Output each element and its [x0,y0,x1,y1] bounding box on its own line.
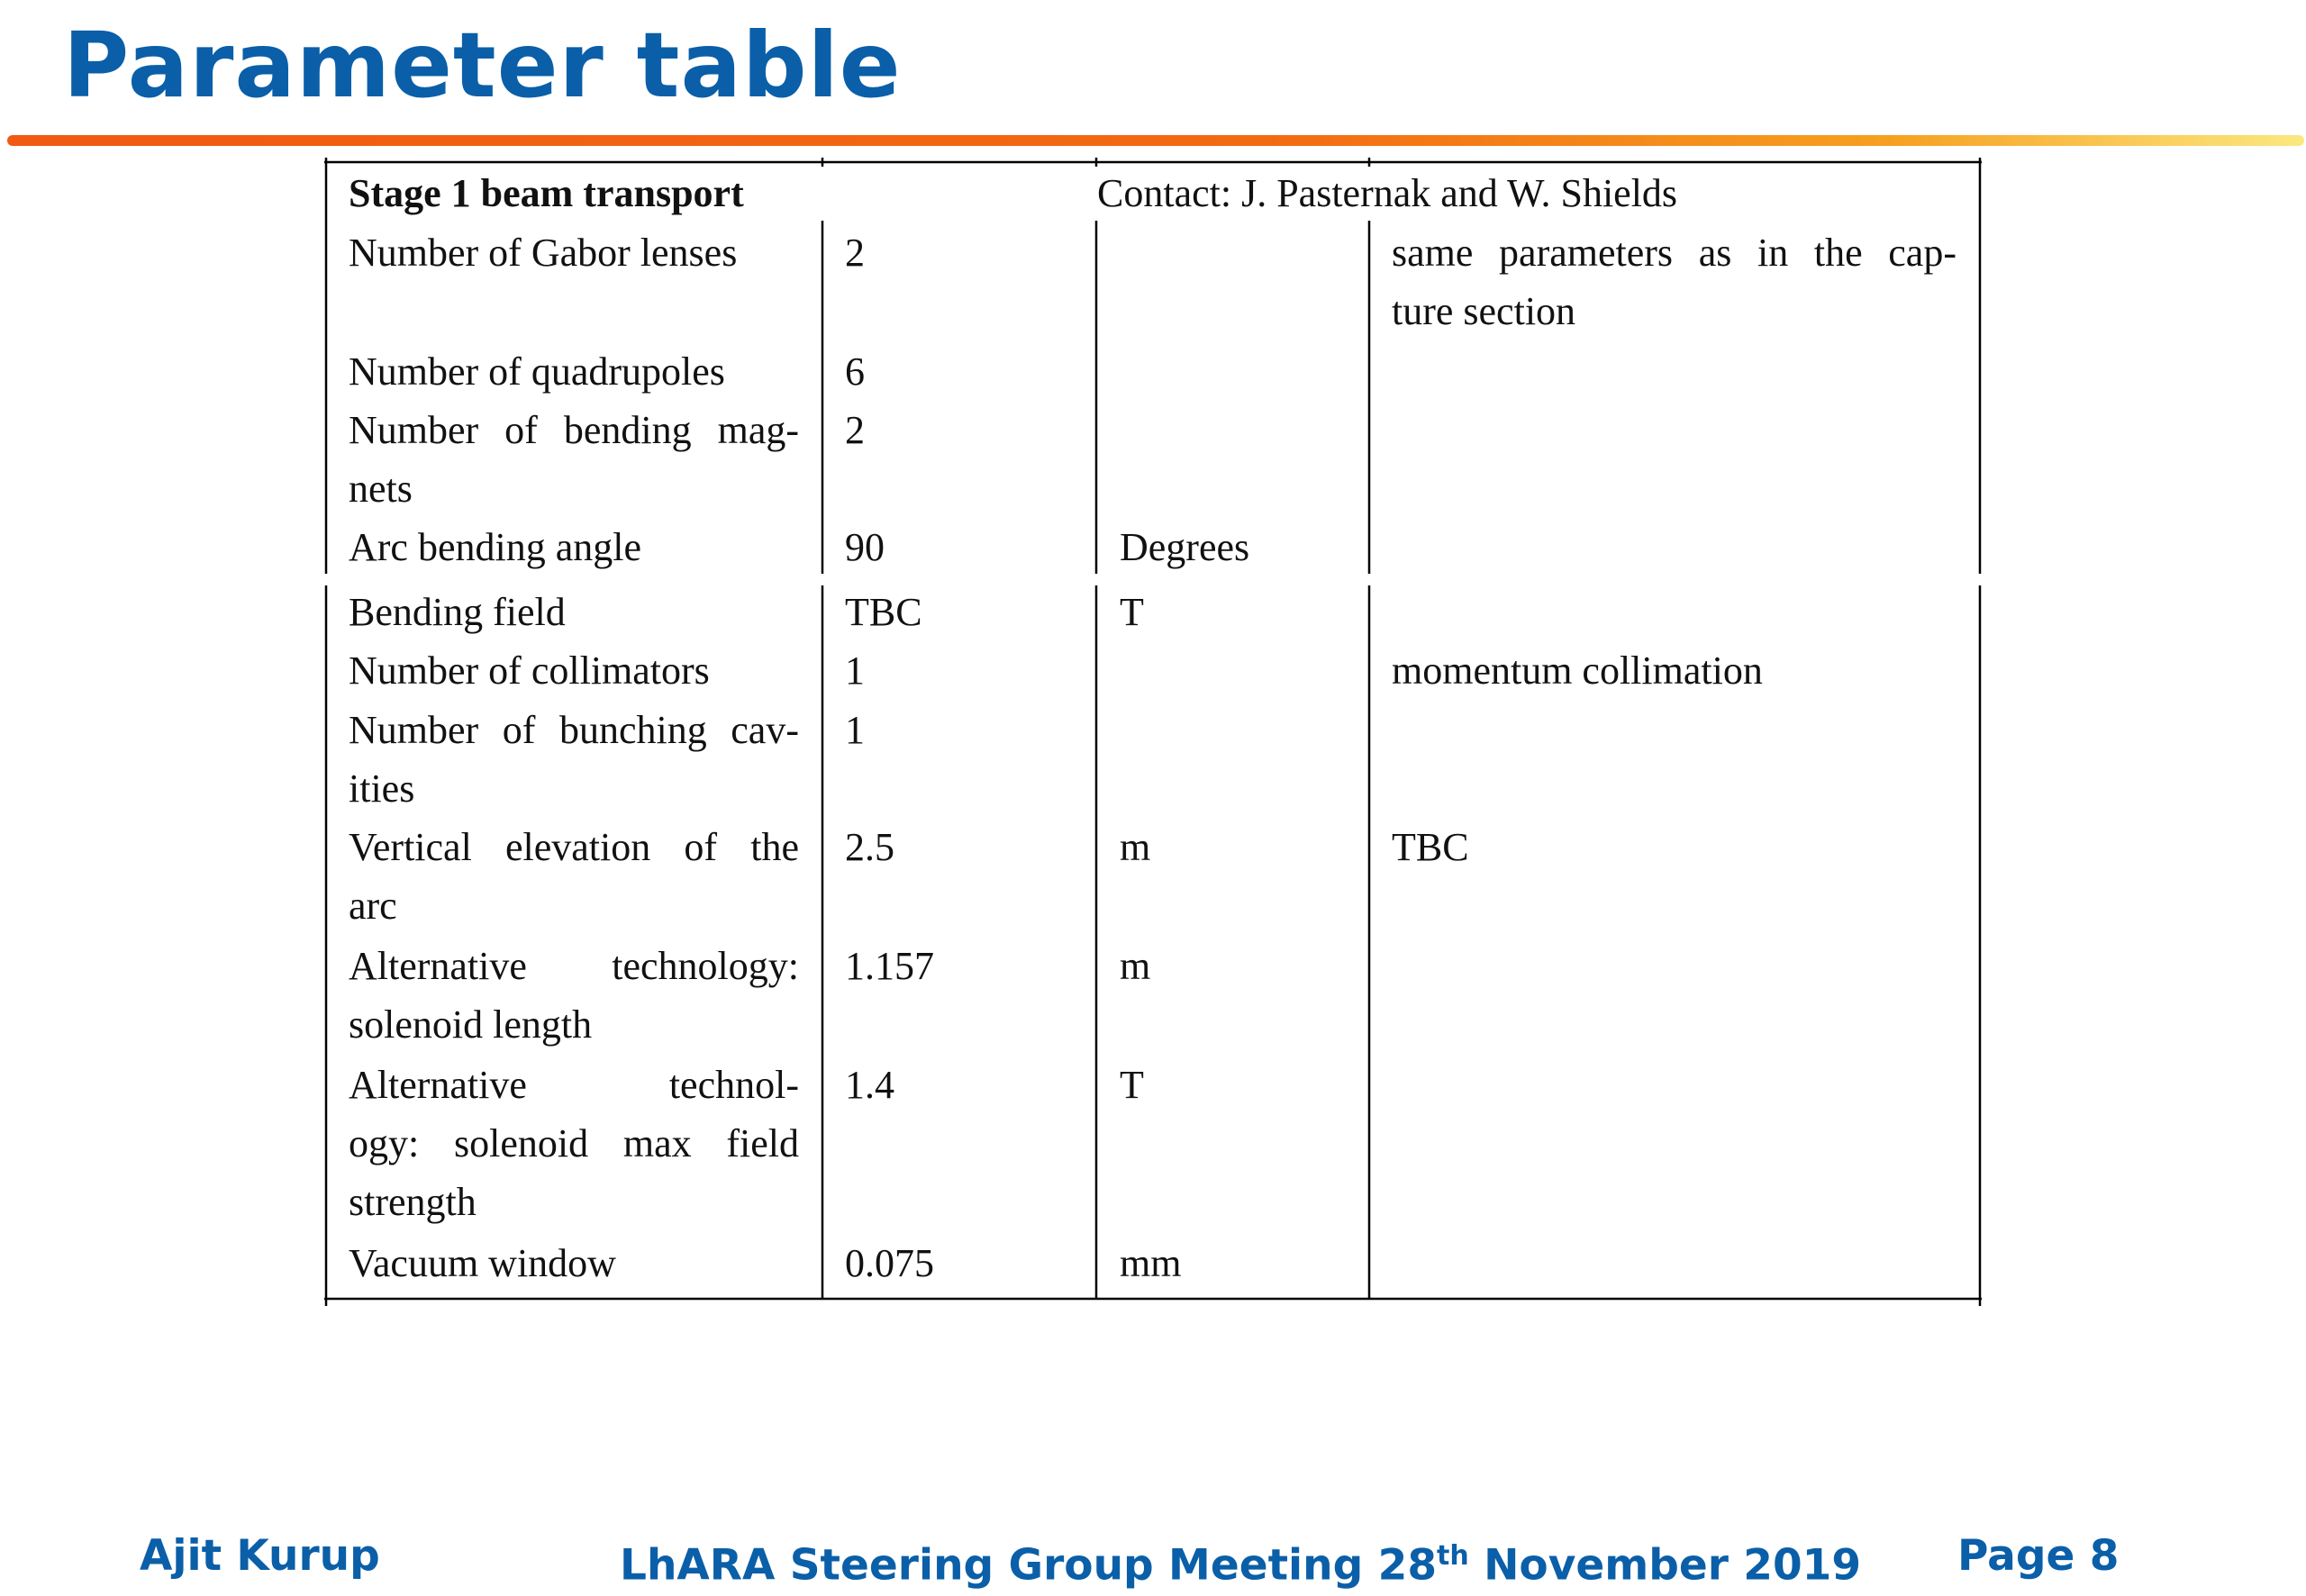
footer-author: Ajit Kurup [140,1531,380,1581]
row-unit: T [1120,1063,1144,1107]
row-notes-line: momentum collimation [1392,648,1763,693]
footer-meeting [620,1529,1861,1593]
parameter-table [324,158,1982,1306]
row-value: 1 [845,648,865,693]
row-parameter-line: Arc bending angle [349,525,641,569]
row-unit: Degrees [1120,525,1250,569]
row-parameter-line: Vertical elevation of the [349,825,799,869]
row-parameter-line: Number of bending mag- [349,408,799,452]
row-notes-line: ture section [1392,289,1576,333]
row-parameter-line: Alternative technology: [349,944,799,988]
title-underline [7,135,2304,146]
row-value: 2 [845,231,865,275]
row-value: 0.075 [845,1241,934,1285]
row-notes-line: TBC [1392,825,1469,869]
row-value: 1 [845,708,865,752]
row-parameter-line: solenoid length [349,1002,593,1047]
row-parameter-line: strength [349,1180,477,1224]
row-parameter-line: Number of bunching cav- [349,708,799,752]
page-title: Parameter table [63,13,902,118]
row-unit: m [1120,944,1151,988]
table-header-contact: Contact: J. Pasternak and W. Shields [1097,171,1678,215]
row-unit: T [1120,590,1144,634]
row-parameter-line: arc [349,884,397,928]
row-parameter-line: nets [349,467,413,511]
row-parameter-line: Bending field [349,590,566,634]
row-parameter-line: ities [349,766,415,811]
row-unit: mm [1120,1241,1182,1285]
footer-meeting-ordinal: th [1437,1540,1469,1572]
row-parameter-line: Number of quadrupoles [349,349,725,394]
row-parameter-line: Number of collimators [349,648,710,693]
row-value: 2.5 [845,825,894,869]
row-parameter-line: Vacuum window [349,1241,616,1285]
row-value: 1.157 [845,944,934,988]
row-value: 1.4 [845,1063,894,1107]
row-parameter-line: Alternative technol- [349,1063,799,1107]
row-notes-line: same parameters as in the cap- [1392,231,1956,275]
footer-meeting-text: LhARA Steering Group Meeting 28 [620,1540,1438,1591]
row-parameter-line: Number of Gabor lenses [349,231,738,275]
footer-meeting-date: November 2019 [1468,1540,1862,1591]
row-value: 2 [845,408,865,452]
footer-page-number: Page 8 [1957,1531,2120,1581]
table-header-title: Stage 1 beam transport [349,171,744,215]
row-unit: m [1120,825,1151,869]
row-value: 6 [845,349,865,394]
row-value: TBC [845,590,922,634]
row-value: 90 [845,525,885,569]
row-parameter-line: ogy: solenoid max field [349,1121,799,1165]
